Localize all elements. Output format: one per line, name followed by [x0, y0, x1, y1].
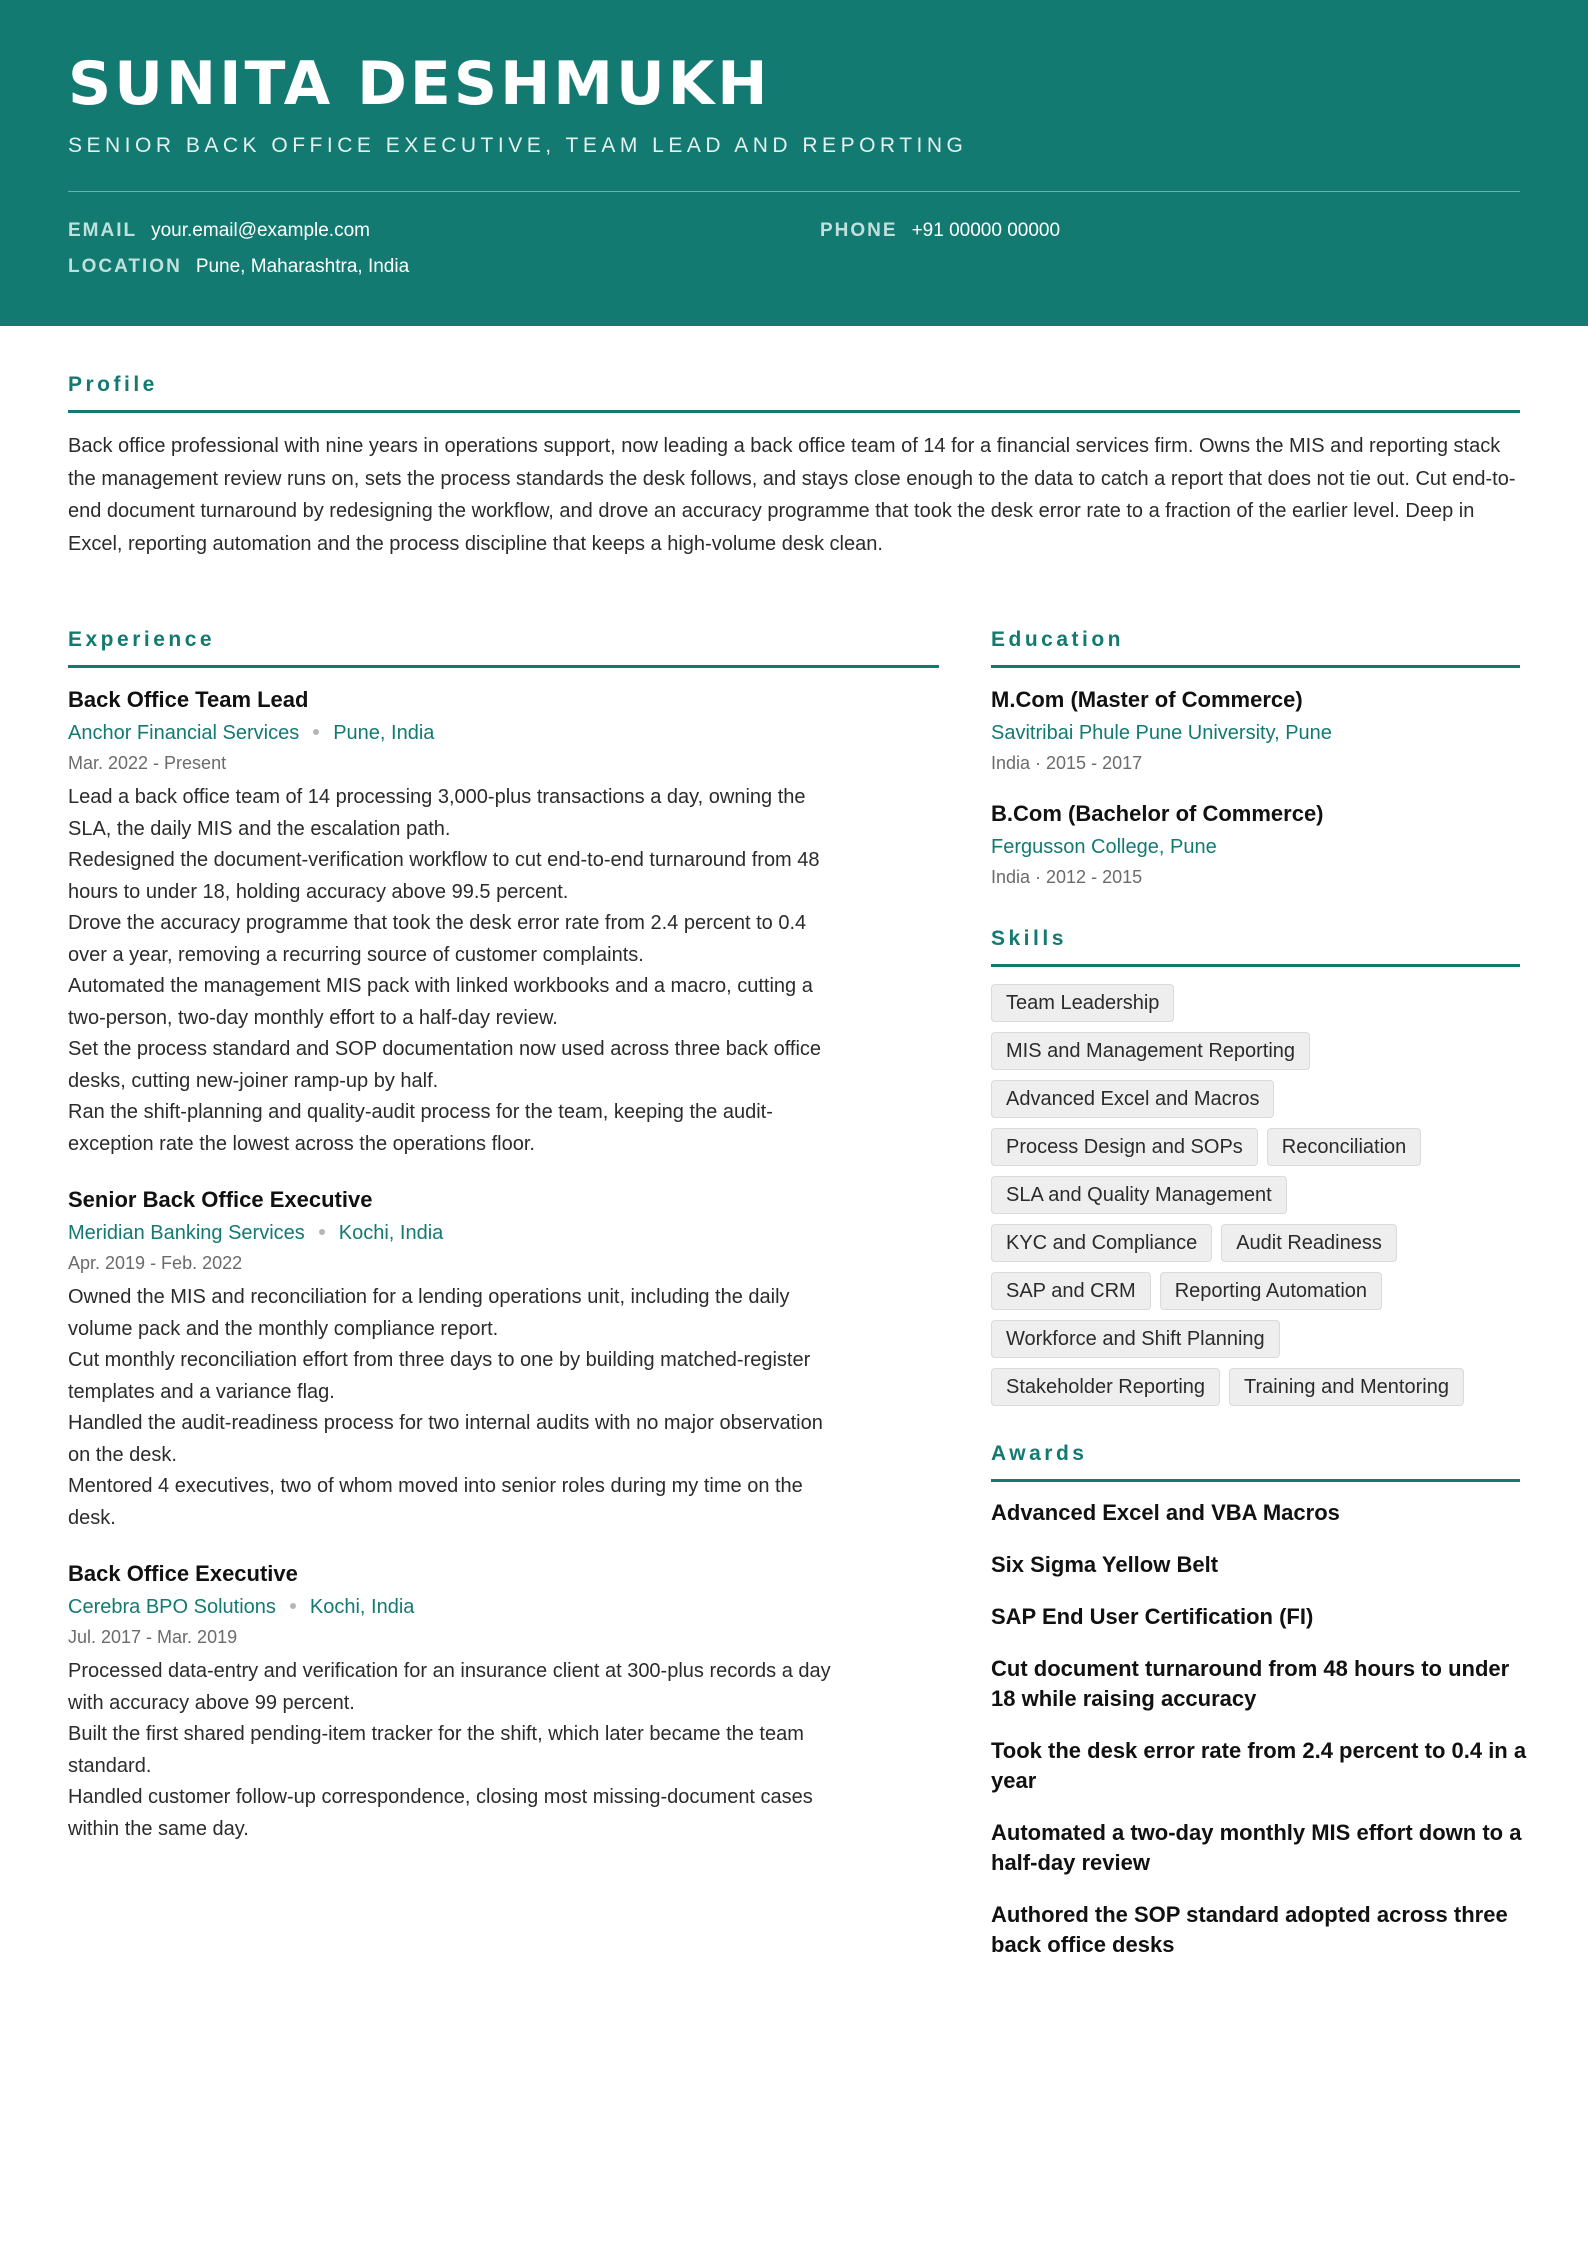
profile-heading: Profile	[68, 373, 158, 396]
resume-header	[0, 0, 1588, 326]
skills-list	[991, 984, 1531, 1416]
candidate-name: SUNITA DESHMUKH	[68, 49, 771, 119]
skill-chip: Team Leadership	[991, 984, 1174, 1022]
job-bullet-line: SLA, the daily MIS and the escalation path.	[68, 817, 451, 840]
skill-row	[991, 1128, 1531, 1166]
skill-chip: SAP and CRM	[991, 1272, 1151, 1310]
skill-chip: Training and Mentoring	[1229, 1368, 1464, 1406]
job-bullet-line: Set the process standard and SOP documentation now used across three back office	[68, 1038, 822, 1060]
separator-dot-icon	[319, 1229, 325, 1235]
skill-row	[991, 1080, 1531, 1118]
experience-heading: Experience	[68, 628, 216, 651]
job-location: Kochi, India	[338, 1222, 444, 1244]
skill-row	[991, 1272, 1531, 1310]
job-company: Meridian Banking Services	[68, 1222, 305, 1244]
education-degree: M.Com (Master of Commerce)	[991, 687, 1303, 712]
skill-chip: Process Design and SOPs	[991, 1128, 1258, 1166]
skill-chip: Advanced Excel and Macros	[991, 1080, 1274, 1118]
award-item: SAP End User Certification (FI)	[991, 1604, 1314, 1629]
award-item: Authored the SOP standard adopted across three back office desks	[991, 1902, 1508, 1957]
job-location: Kochi, India	[309, 1596, 415, 1618]
skill-chip: Workforce and Shift Planning	[991, 1320, 1280, 1358]
contact-phone	[820, 218, 1060, 244]
skill-row	[991, 1368, 1531, 1406]
job-bullet-line: Built the first shared pending-item tracker for the shift, which later became the team	[68, 1723, 804, 1745]
job-bullet-line: desks, cutting new-joiner ramp-up by half.	[68, 1069, 439, 1092]
job-title: Back Office Executive	[68, 1561, 298, 1586]
skill-chip: Stakeholder Reporting	[991, 1368, 1220, 1406]
job-title: Back Office Team Lead	[68, 687, 309, 712]
email-label: EMAIL	[68, 220, 138, 241]
award-item: Six Sigma Yellow Belt	[991, 1552, 1219, 1577]
education-meta: India · 2015 - 2017	[991, 753, 1143, 773]
job-meta	[68, 1591, 940, 1623]
profile-rule	[68, 410, 1520, 413]
skill-chip: KYC and Compliance	[991, 1224, 1212, 1262]
education-heading: Education	[991, 628, 1125, 651]
education-meta: India · 2012 - 2015	[991, 867, 1143, 887]
job-bullet-line: standard.	[68, 1754, 152, 1777]
job-bullet-line: desk.	[68, 1506, 116, 1529]
awards-list	[991, 1498, 1531, 1982]
skill-row	[991, 1224, 1531, 1262]
skill-row	[991, 1032, 1531, 1070]
candidate-subtitle: SENIOR BACK OFFICE EXECUTIVE, TEAM LEAD AND REPORTING	[68, 134, 968, 157]
job-bullet-line: two-person, two-day monthly effort to a half-day review.	[68, 1006, 558, 1029]
job-meta	[68, 1217, 940, 1249]
skill-chip: Reporting Automation	[1160, 1272, 1382, 1310]
job-bullet-line: on the desk.	[68, 1443, 177, 1466]
skills-heading: Skills	[991, 927, 1067, 950]
job-bullet-line: templates and a variance flag.	[68, 1380, 335, 1403]
email-value[interactable]: your.email@example.com	[151, 220, 370, 241]
phone-value[interactable]: +91 00000 00000	[911, 220, 1061, 241]
job-bullet-line: Handled the audit-readiness process for two internal audits with no major observation	[68, 1412, 823, 1434]
job-dates: Jul. 2017 - Mar. 2019	[68, 1627, 238, 1647]
job-bullet-line: Lead a back office team of 14 processing 3,000-plus transactions a day, owning the	[68, 786, 806, 808]
skill-row	[991, 1320, 1531, 1358]
education-school: Fergusson College, Pune	[991, 836, 1217, 858]
job-bullet-line: Owned the MIS and reconciliation for a lending operations unit, including the daily	[68, 1286, 790, 1308]
separator-dot-icon	[313, 729, 319, 735]
job-entry	[68, 1559, 940, 1845]
award-item: Cut document turnaround from 48 hours to under 18 while raising accuracy	[991, 1656, 1510, 1711]
skill-chip: SLA and Quality Management	[991, 1176, 1287, 1214]
education-entry	[991, 799, 1521, 890]
job-bullet-line: Drove the accuracy programme that took the desk error rate from 2.4 percent to 0.4	[68, 912, 807, 934]
award-item: Advanced Excel and VBA Macros	[991, 1500, 1340, 1525]
phone-label: PHONE	[820, 220, 898, 241]
awards-rule	[991, 1479, 1520, 1482]
education-degree: B.Com (Bachelor of Commerce)	[991, 801, 1324, 826]
job-title: Senior Back Office Executive	[68, 1187, 373, 1212]
job-bullet-line: Redesigned the document-verification workflow to cut end-to-end turnaround from 48	[68, 849, 820, 871]
experience-rule	[68, 665, 939, 668]
job-dates: Apr. 2019 - Feb. 2022	[68, 1253, 243, 1273]
education-entry	[991, 685, 1521, 776]
job-bullet-line: with accuracy above 99 percent.	[68, 1691, 355, 1714]
location-value: Pune, Maharashtra, India	[195, 256, 410, 277]
job-meta	[68, 717, 940, 749]
education-rule	[991, 665, 1520, 668]
skill-chip: Reconciliation	[1267, 1128, 1422, 1166]
contact-email	[68, 218, 370, 244]
location-label: LOCATION	[68, 256, 182, 277]
skill-row	[991, 984, 1531, 1022]
skill-chip: Audit Readiness	[1221, 1224, 1397, 1262]
award-item: Automated a two-day monthly MIS effort down to a half-day review	[991, 1820, 1522, 1875]
skill-row	[991, 1176, 1531, 1214]
job-bullet-line: volume pack and the monthly compliance report.	[68, 1317, 499, 1340]
job-bullet-line: Mentored 4 executives, two of whom moved into senior roles during my time on the	[68, 1475, 803, 1497]
separator-dot-icon	[290, 1603, 296, 1609]
job-bullet-line: Ran the shift-planning and quality-audit process for the team, keeping the audit-	[68, 1101, 773, 1123]
job-bullet-line: exception rate the lowest across the operations floor.	[68, 1132, 535, 1155]
job-bullet-line: hours to under 18, holding accuracy above 99.5 percent.	[68, 880, 569, 903]
awards-heading: Awards	[991, 1442, 1088, 1465]
job-bullet-line: Handled customer follow-up correspondence, closing most missing-document cases	[68, 1786, 813, 1808]
job-company: Cerebra BPO Solutions	[68, 1596, 276, 1618]
job-bullet-line: Cut monthly reconciliation effort from three days to one by building matched-register	[68, 1349, 811, 1371]
job-bullet-line: Automated the management MIS pack with linked workbooks and a macro, cutting a	[68, 975, 813, 997]
skills-rule	[991, 964, 1520, 967]
job-entry	[68, 685, 940, 1160]
contact-location	[68, 254, 409, 280]
job-location: Pune, India	[333, 722, 435, 744]
job-bullet-line: within the same day.	[68, 1817, 249, 1840]
job-dates: Mar. 2022 - Present	[68, 753, 227, 773]
header-divider	[68, 191, 1520, 192]
job-entry	[68, 1185, 940, 1534]
job-bullet-line: over a year, removing a recurring source of customer complaints.	[68, 943, 644, 966]
education-school: Savitribai Phule Pune University, Pune	[991, 722, 1332, 744]
skill-chip: MIS and Management Reporting	[991, 1032, 1310, 1070]
job-company: Anchor Financial Services	[68, 722, 300, 744]
profile-summary: Back office professional with nine years in operations support, now leading a back office team of 14 for a financial services firm. Owns the MIS and reporting stack the management review runs on, sets the process standards the desk follows, and stays close enough to the data to catch a report that does not tie out. Cut end-to-end document turnaround by redesigning the workflow, and drove an accuracy programme that took the desk error rate to a fraction of the earlier level. Deep in Excel, reporting automation and the process discipline that keeps a high-volume desk clean.	[68, 435, 1516, 555]
job-bullet-line: Processed data-entry and verification for an insurance client at 300-plus records a day	[68, 1660, 831, 1682]
award-item: Took the desk error rate from 2.4 percent to 0.4 in a year	[991, 1738, 1527, 1793]
